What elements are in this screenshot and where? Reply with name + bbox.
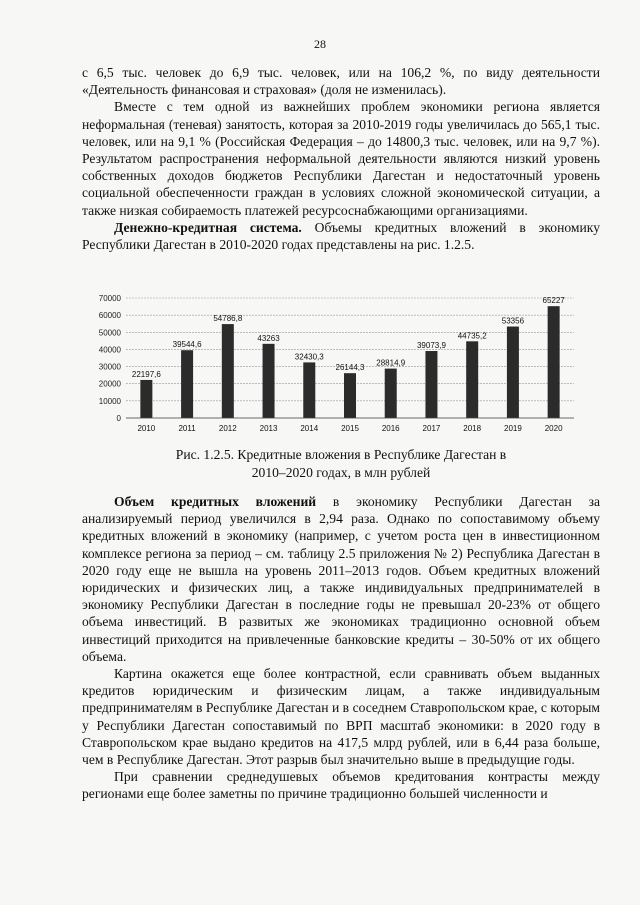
paragraph: с 6,5 тыс. человек до 6,9 тыс. человек, или на 106,2 %, по виду деятельности «Деятельность финансовая и страховая» (доля не изменилась). <box>82 65 600 98</box>
text-block-bottom <box>82 493 600 803</box>
bold-heading: Денежно-кредитная система. <box>114 219 302 235</box>
paragraph: Картина окажется еще более контрастной, если сравнивать объем выданных кредитов юридическим и физическим лицам, а также индивидуальным предпринимателям в Республике Дагестан и в соседнем Ставропольском крае, с которым у Республики Дагестан сопоставимый по ВРП масштаб экономики: в 2020 году в Ставропольском крае выдано кредитов на 417,5 млрд рублей, или в 6,44 раза больше, чем в Республике Дагестан. Этот разрыв был значительно выше в предыдущие годы. <box>82 666 600 768</box>
paragraph-text: в экономику Республики Дагестан за анализируемый период увеличился в 2,94 раза. Однако по сопоставимому объему кредитных вложений в экономику (например, с учетом роста цен в инвестиционном комплексе региона за период – см. таблицу 2.5 приложения № 2) Республика Дагестан в 2020 году еще не вышла на уровень 2011–2013 годов. Объем кредитных вложений юридических и физических лиц, а также индивидуальных предпринимателей в экономику Республики Дагестан в последние годы не превышал 20-23% от общего объема инвестиций. В развитых же экономиках традиционно основной объем инвестиций приходится на привлеченные банковские кредиты – 30-50% от их общего объема. <box>82 494 600 664</box>
caption-line: 2010–2020 годах, в млн рублей <box>251 464 431 480</box>
data-label: 43263 <box>257 333 280 343</box>
page-number: 28 <box>314 37 326 51</box>
data-label: 44735,2 <box>457 331 487 341</box>
bar <box>263 344 275 418</box>
text-block-top <box>82 64 600 253</box>
y-tick-label: 20000 <box>98 379 121 389</box>
bar <box>425 351 437 418</box>
paragraph: Вместе с тем одной из важнейших проблем экономики региона является неформальная (теневая) занятость, которая за 2010-2019 годы увеличилась до 565,1 тыс. человек, или на 9,1 % (Российская Федерация – до 14800,3 тыс. человек, или на 9,7 %). Результатом распространения неформальной деятельности являются низкий уровень собственных доходов бюджетов Республики Дагестан и недостаточный уровень социальной обеспеченности граждан в условиях сложной экономической ситуации, а также низкая собираемость платежей ресурсоснабжающими организациями. <box>82 99 600 218</box>
bold-heading: Объем кредитных вложений <box>114 494 317 509</box>
bars <box>140 306 559 418</box>
x-tick-label: 2019 <box>504 424 522 433</box>
y-tick-label: 40000 <box>98 345 121 355</box>
x-tick-label: 2011 <box>178 424 196 433</box>
data-label: 54786,8 <box>213 314 243 324</box>
data-label: 28814,9 <box>376 358 406 368</box>
y-tick-label: 10000 <box>98 396 121 406</box>
data-label: 26144,3 <box>335 363 365 373</box>
bar <box>466 341 478 418</box>
y-tick-label: 70000 <box>98 294 121 303</box>
bar <box>385 369 397 418</box>
figure-caption <box>82 446 600 481</box>
x-tick-label: 2010 <box>137 424 156 433</box>
data-label: 39073,9 <box>416 341 446 351</box>
y-axis <box>99 294 122 423</box>
x-axis <box>126 418 574 433</box>
caption-line: Рис. 1.2.5. Кредитные вложения в Республике Дагестан в <box>175 447 507 462</box>
y-tick-label: 50000 <box>98 328 121 338</box>
bar <box>344 373 356 418</box>
bar <box>507 327 519 418</box>
y-tick-label: 30000 <box>98 362 121 372</box>
bar <box>222 324 234 418</box>
data-label: 53356 <box>501 316 525 326</box>
bar <box>548 306 560 418</box>
bar <box>140 380 152 418</box>
paragraph-credit-volume <box>82 493 600 665</box>
data-label: 39544,6 <box>172 340 202 350</box>
data-label: 65227 <box>542 296 565 306</box>
x-tick-label: 2012 <box>218 424 237 433</box>
y-tick-label: 0 <box>116 414 121 423</box>
x-tick-label: 2017 <box>422 424 441 433</box>
y-tick-label: 60000 <box>98 311 121 321</box>
bar <box>181 350 193 418</box>
paragraph: При сравнении среднедушевых объемов кредитования контрасты между регионами еще более заметны по причине традиционно большей численности и <box>82 769 600 802</box>
paragraph-text: Объемы кредитных вложений в экономику Республики Дагестан в 2010-2020 годах представлены на рис. 1.2.5. <box>82 219 600 253</box>
x-tick-label: 2016 <box>381 424 400 433</box>
x-tick-label: 2018 <box>463 424 482 433</box>
credit-chart <box>84 286 584 439</box>
x-tick-label: 2013 <box>259 424 278 433</box>
data-label: 22197,6 <box>131 369 161 379</box>
x-tick-label: 2020 <box>544 424 563 433</box>
x-tick-label: 2015 <box>341 424 359 433</box>
bar <box>303 362 315 418</box>
data-label: 32430,3 <box>294 352 324 362</box>
paragraph-monetary-system <box>82 219 600 253</box>
x-tick-label: 2014 <box>300 424 319 433</box>
